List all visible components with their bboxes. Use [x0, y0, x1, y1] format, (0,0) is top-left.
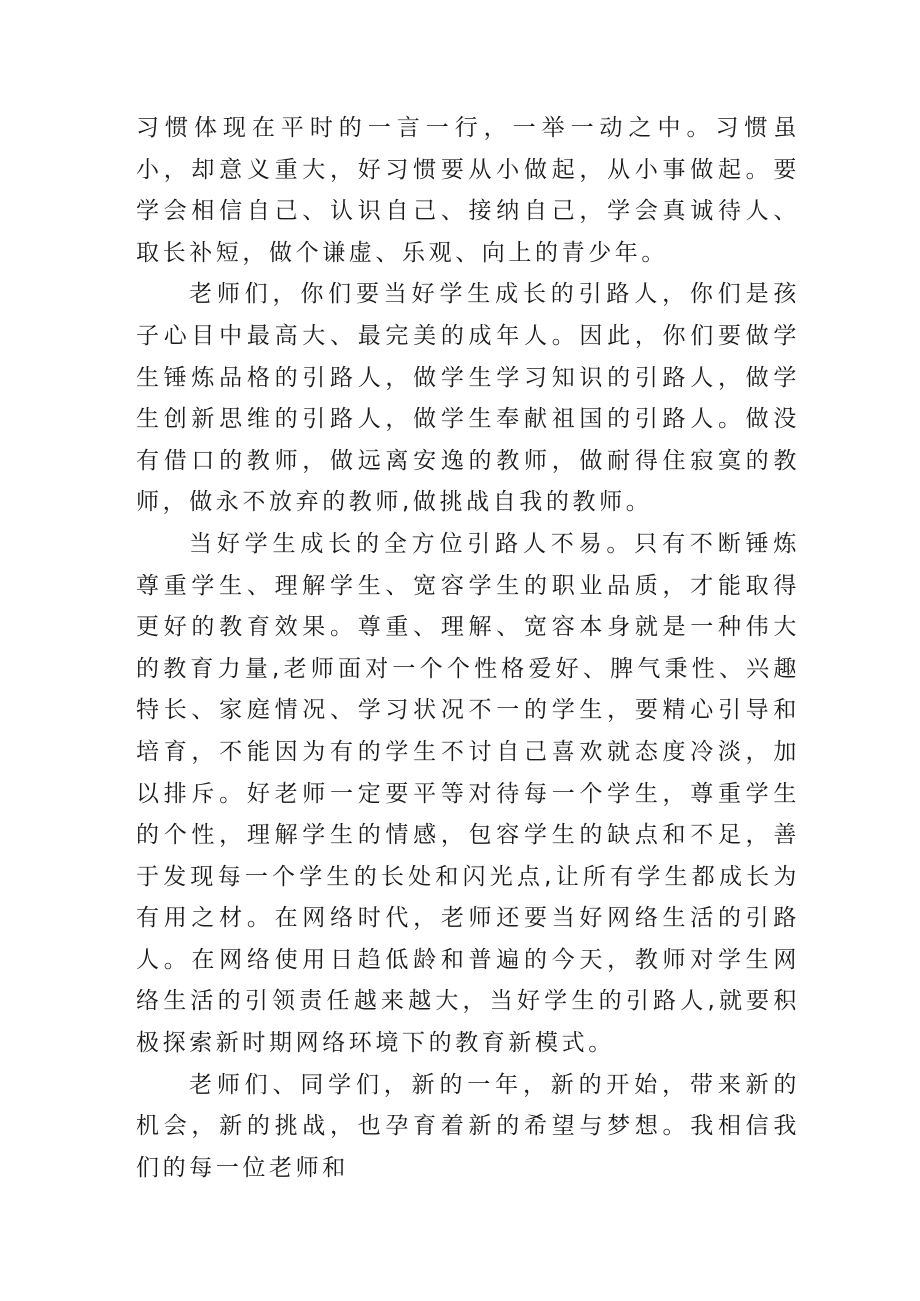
- paragraph-new-year: 老师们、同学们，新的一年，新的开始，带来新的机会，新的挑战，也孕育着新的希望与梦想。我相信我们的每一位老师和: [136, 1071, 800, 1181]
- paragraph-all-round-guide: 当好学生成长的全方位引路人不易。只有不断锤炼尊重学生、理解学生、宽容学生的职业品质，才能取得更好的教育效果。尊重、理解、宽容本身就是一种伟大的教育力量,老师面对一个个性格爱好、脾气秉性、兴趣特长、家庭情况、学习状况不一的学生，要精心引导和培育，不能因为有的学生不讨自己喜欢就态度冷淡，加以排斥。好老师一定要平等对待每一个学生，尊重学生的个性，理解学生的情感，包容学生的缺点和不足，善于发现每一个学生的长处和闪光点,让所有学生都成长为有用之材。在网络时代，老师还要当好网络生活的引路人。在网络使用日趋低龄和普遍的今天，教师对学生网络生活的引领责任越来越大，当好学生的引路人,就要积极探索新时期网络环境下的教育新模式。: [136, 530, 800, 1057]
- paragraph-habits: 习惯体现在平时的一言一行，一举一动之中。习惯虽小，却意义重大，好习惯要从小做起，从小事做起。要学会相信自己、认识自己、接纳自己，学会真诚待人、取长补短，做个谦虚、乐观、向上的青少年。: [136, 115, 800, 266]
- document-page: [136, 108, 800, 1189]
- paragraph-teachers-guides: 老师们，你们要当好学生成长的引路人，你们是孩子心目中最高大、最完美的成年人。因此，你们要做学生锤炼品格的引路人，做学生学习知识的引路人，做学生创新思维的引路人，做学生奉献祖国的引路人。做没有借口的教师，做远离安逸的教师，做耐得住寂寞的教师，做永不放弃的教师,做挑战自我的教师。: [136, 281, 800, 516]
